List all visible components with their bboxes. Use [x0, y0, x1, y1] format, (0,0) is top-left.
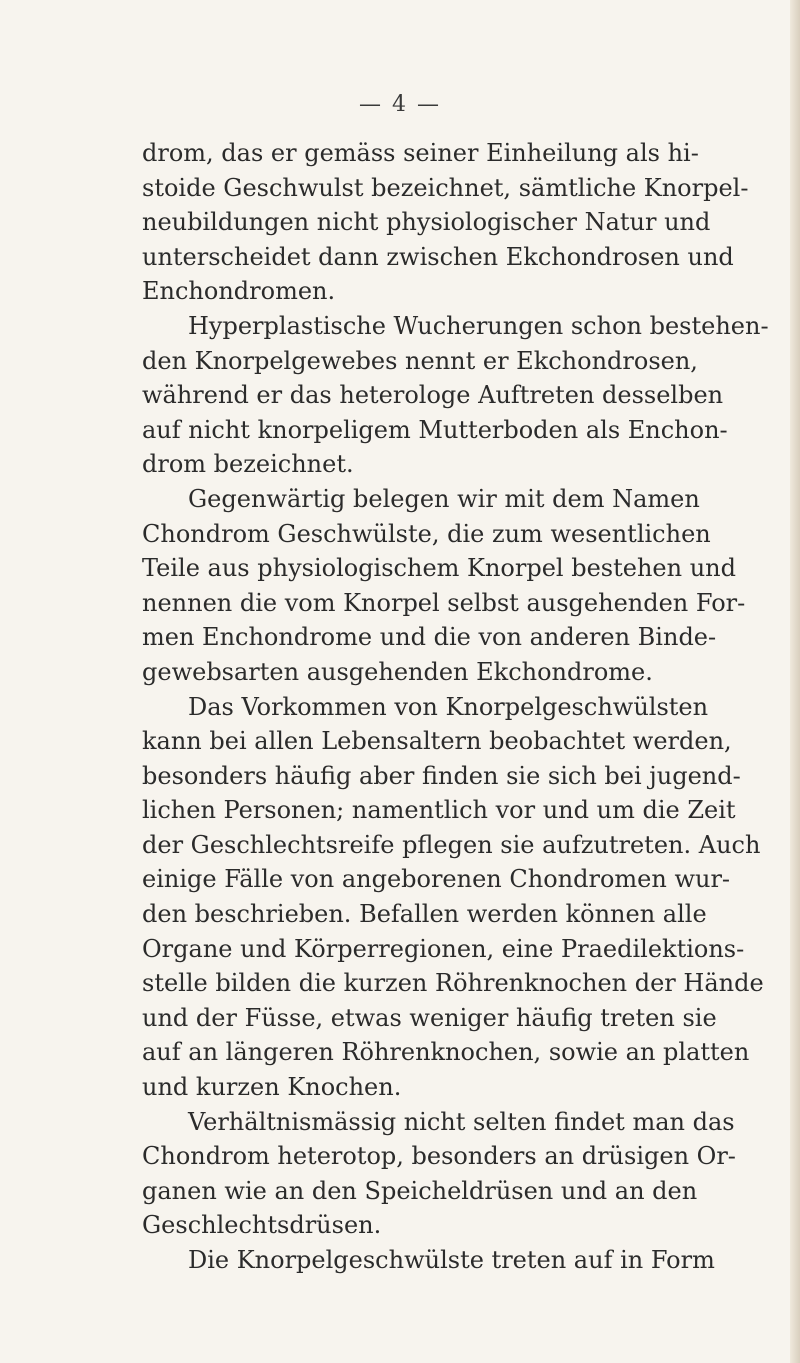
text-line: stoide Geschwulst bezeichnet, sämtliche Knorpel-	[142, 173, 749, 202]
text-line: während er das heterologe Auftreten desselben	[142, 381, 724, 410]
text-line: Organe und Körperregionen, eine Praedilektions-	[142, 934, 745, 963]
text-line: ganen wie an den Speicheldrüsen und an den	[142, 1176, 698, 1205]
text-line: den Knorpelgewebes nennt er Ekchondrosen,	[142, 346, 698, 375]
text-line: Teile aus physiologischem Knorpel bestehen und	[142, 554, 736, 583]
text-line: men Enchondrome und die von anderen Binde-	[142, 623, 717, 652]
text-line: der Geschlechtsreife pflegen sie aufzutreten. Auch	[142, 830, 761, 859]
text-line: besonders häufig aber finden sie sich bei jugend-	[142, 761, 741, 790]
paragraph-start-line: Die Knorpelgeschwülste treten auf in Form	[188, 1246, 715, 1274]
text-line: Enchondromen.	[142, 277, 336, 306]
text-line: Chondrom Geschwülste, die zum wesentlichen	[142, 519, 711, 548]
text-line: drom, das er gemäss seiner Einheilung als hi-	[142, 139, 699, 167]
paragraph-start-line: Das Vorkommen von Knorpelgeschwülsten	[188, 692, 709, 721]
text-line: neubildungen nicht physiologischer Natur und	[142, 208, 711, 237]
text-line: Chondrom heterotop, besonders an drüsigen Or-	[142, 1142, 736, 1171]
text-line: lichen Personen; namentlich vor und um die Zeit	[142, 796, 736, 825]
paragraph-start-line: Verhältnismässig nicht selten findet man das	[188, 1107, 735, 1136]
text-line: nennen die vom Knorpel selbst ausgehenden For-	[142, 588, 746, 617]
text-line: auf an längeren Röhrenknochen, sowie an platten	[142, 1038, 750, 1067]
text-line: den beschrieben. Befallen werden können alle	[142, 900, 707, 929]
page-edge	[790, 0, 800, 1363]
text-line: auf nicht knorpeligem Mutterboden als Enchon-	[142, 415, 728, 444]
text-line: einige Fälle von angeborenen Chondromen wur-	[142, 865, 731, 894]
paragraph-start-line: Hyperplastische Wucherungen schon bestehen-	[188, 311, 769, 340]
text-line: Geschlechtsdrüsen.	[142, 1211, 382, 1240]
text-line: kann bei allen Lebensaltern beobachtet werden,	[142, 727, 732, 756]
body-text	[142, 136, 772, 1278]
text-line: gewebsarten ausgehenden Ekchondrome.	[142, 657, 653, 686]
text-line: und der Füsse, etwas weniger häufig treten sie	[142, 1003, 717, 1032]
text-line: unterscheidet dann zwischen Ekchondrosen und	[142, 242, 734, 271]
text-line: stelle bilden die kurzen Röhrenknochen der Hände	[142, 969, 764, 998]
text-line: drom bezeichnet.	[142, 450, 354, 479]
text-line: und kurzen Knochen.	[142, 1073, 402, 1102]
page-number: — 4 —	[359, 92, 441, 117]
paragraph-start-line: Gegenwärtig belegen wir mit dem Namen	[188, 484, 700, 513]
